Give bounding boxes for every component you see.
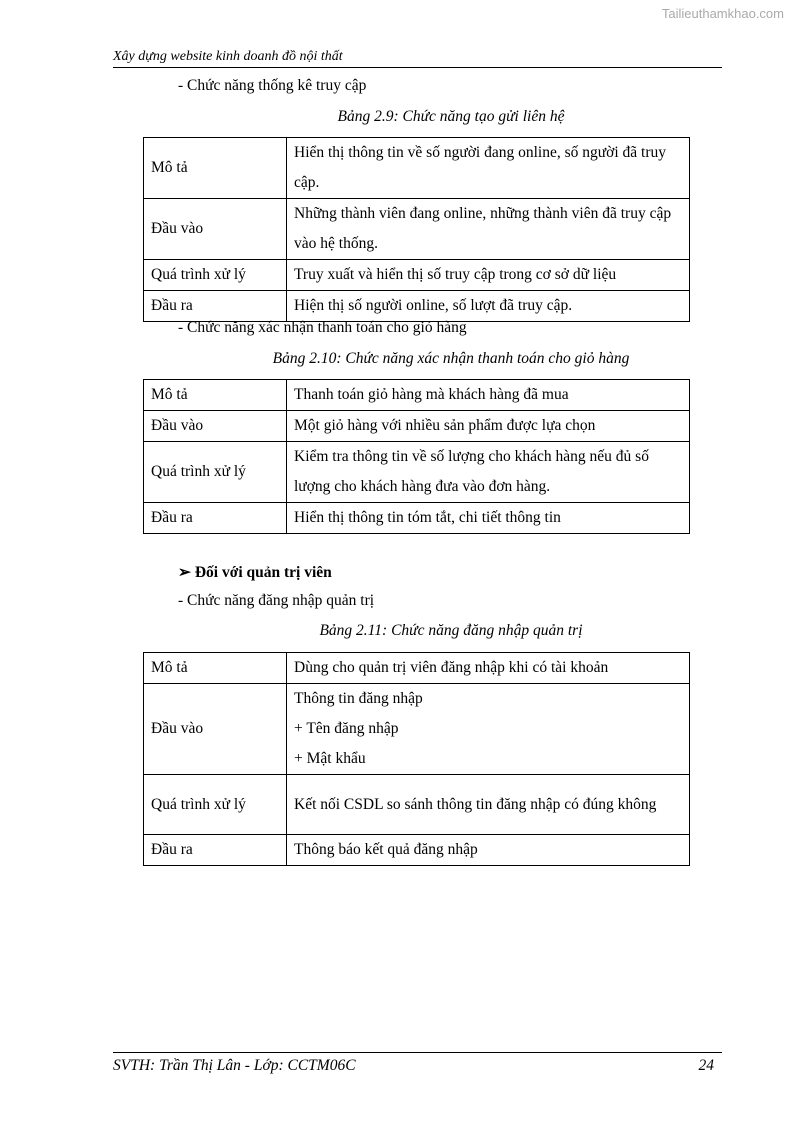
cell-value: Dùng cho quản trị viên đăng nhập khi có tài khoản [287,653,690,684]
cell-key: Mô tả [144,380,287,411]
table-caption: Bảng 2.10: Chức năng xác nhận thanh toán cho giỏ hàng [272,350,630,367]
cell-value [287,684,690,775]
cell-key: Quá trình xử lý [144,442,287,503]
cell-value: Thanh toán giỏ hàng mà khách hàng đã mua [287,380,690,411]
cell-key: Quá trình xử lý [144,260,287,291]
cell-key: Quá trình xử lý [144,775,287,835]
bullet-payment: - Chức năng xác nhận thanh toán cho giỏ hàng [178,319,467,336]
line: + Tên đăng nhập [294,720,399,737]
line: + Mật khẩu [294,750,366,767]
cell-value: Hiển thị thông tin về số người đang online, số người đã truy cập. [287,138,690,199]
section-heading: ➢ Đối với quản trị viên [178,564,332,581]
cell-value: Hiển thị thông tin tóm tắt, chi tiết thông tin [287,503,690,534]
table-2-11 [143,652,690,866]
watermark: Tailieuthamkhao.com [661,6,784,21]
cell-key: Đầu ra [144,503,287,534]
table-2-10 [143,379,690,534]
cell-key: Đầu ra [144,835,287,866]
cell-key: Mô tả [144,138,287,199]
cell-key: Đầu ra [144,291,287,322]
cell-key: Đầu vào [144,411,287,442]
page-number: 24 [698,1057,714,1074]
table-2-9 [143,137,690,322]
cell-key: Đầu vào [144,684,287,775]
footer-rule [113,1052,722,1053]
cell-value: Kết nối CSDL so sánh thông tin đăng nhập có đúng không [287,775,690,835]
table-caption: Bảng 2.11: Chức năng đăng nhập quản trị [319,622,583,639]
bullet-statistics: - Chức năng thống kê truy cập [178,77,367,94]
cell-value: Hiện thị số người online, số lượt đã truy cập. [287,291,690,322]
line: Thông tin đăng nhập [294,690,423,707]
cell-key: Mô tả [144,653,287,684]
header-rule [113,67,722,68]
bullet-admin-login: - Chức năng đăng nhập quản trị [178,592,375,609]
cell-key: Đầu vào [144,199,287,260]
cell-value: Thông báo kết quả đăng nhập [287,835,690,866]
table-caption: Bảng 2.9: Chức năng tạo gửi liên hệ [337,108,565,125]
footer-text: SVTH: Trần Thị Lân - Lớp: CCTM06C [113,1057,356,1074]
cell-value: Một giỏ hàng với nhiều sản phẩm được lựa chọn [287,411,690,442]
cell-value: Kiểm tra thông tin về số lượng cho khách hàng nếu đủ số lượng cho khách hàng đưa vào đơn hàng. [287,442,690,503]
cell-value: Những thành viên đang online, những thành viên đã truy cập vào hệ thống. [287,199,690,260]
cell-value: Truy xuất và hiển thị số truy cập trong cơ sở dữ liệu [287,260,690,291]
running-header: Xây dựng website kinh doanh đồ nội thất [113,49,343,64]
